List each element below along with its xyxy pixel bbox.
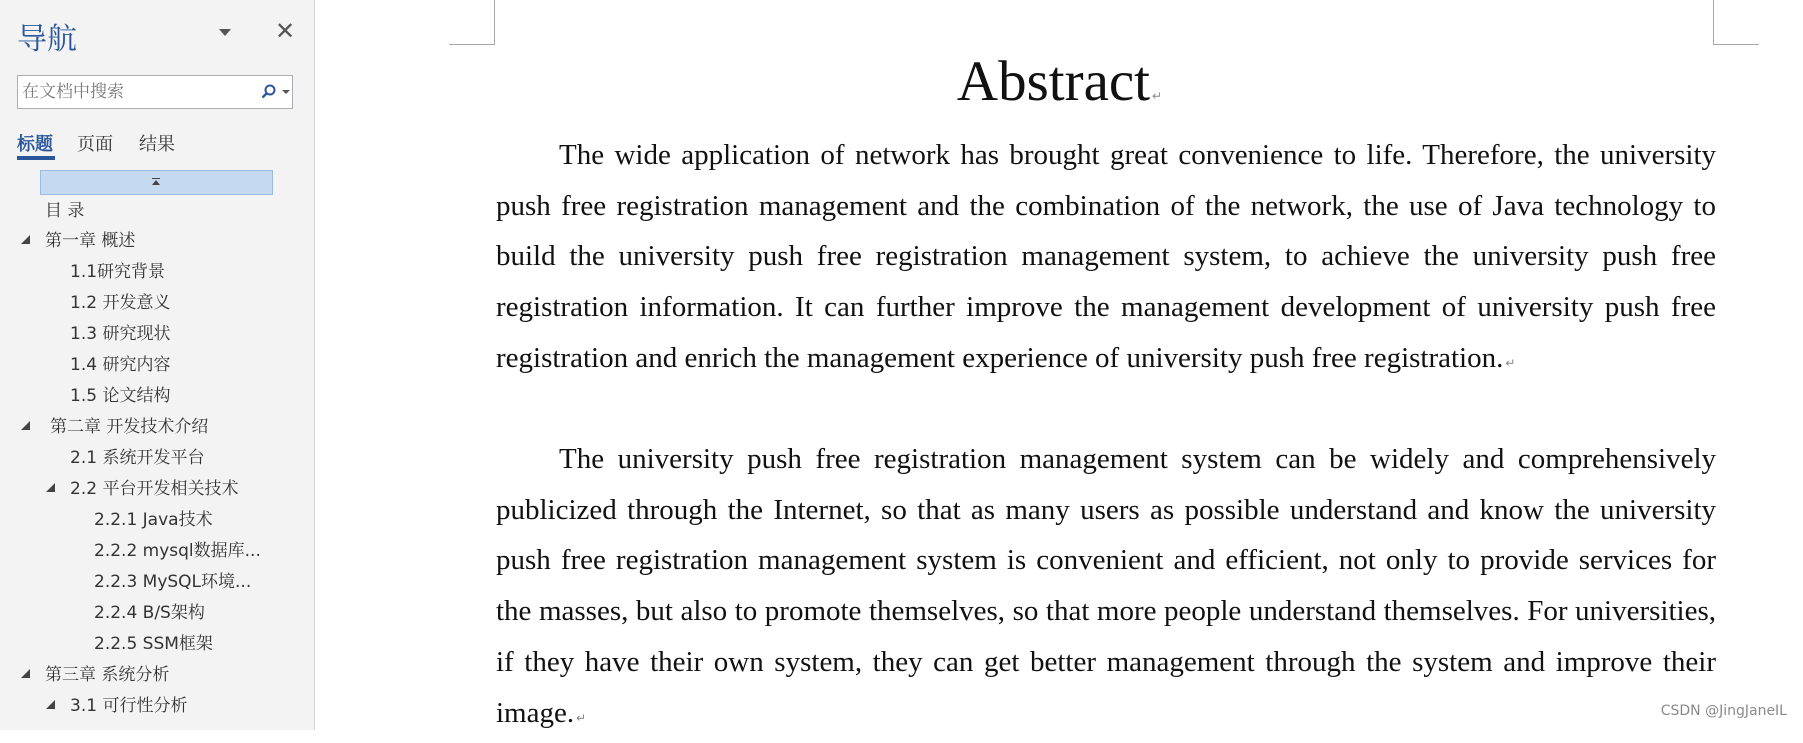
toc-item-label: 1.2 开发意义 [70, 293, 171, 313]
toc-item-label: 第三章 系统分析 [45, 665, 170, 685]
navigation-pane [0, 0, 315, 730]
scroll-to-top-button[interactable] [40, 170, 273, 195]
toc-item-chapter-3[interactable] [45, 660, 169, 690]
toc-item-1-1[interactable] [70, 257, 165, 287]
document-page[interactable] [316, 0, 1803, 730]
toc-item-label: 1.4 研究内容 [70, 355, 171, 375]
toc-item-1-5[interactable] [70, 381, 170, 411]
watermark: CSDN @JingJaneIL [1660, 703, 1787, 719]
close-icon[interactable]: ✕ [274, 17, 296, 45]
toc-item-2-1[interactable] [70, 443, 204, 473]
pane-options-dropdown-icon[interactable] [214, 22, 236, 44]
tab-results[interactable]: 结果 [139, 134, 175, 155]
abstract-heading: Abstract ↵ [316, 48, 1803, 130]
toc-item-contents[interactable] [45, 196, 84, 226]
toc-item-2-2[interactable] [70, 474, 238, 504]
toc-item-label: 2.2.4 B/S架构 [94, 603, 205, 623]
toc-item-label: 第二章 开发技术介绍 [50, 417, 209, 437]
collapse-triangle-icon[interactable] [46, 700, 55, 709]
toc-item-label: 2.2.1 Java技术 [94, 510, 213, 530]
search-options-chevron-down-icon[interactable] [280, 81, 292, 103]
toc-item-label: 目 录 [45, 201, 85, 221]
toc-item-label: 1.3 研究现状 [70, 324, 171, 344]
toc-item-chapter-1[interactable] [45, 226, 135, 256]
collapse-triangle-icon[interactable] [21, 421, 30, 430]
toc-item-1-3[interactable] [70, 319, 170, 349]
toc-item-label: 2.2.3 MySQL环境... [94, 572, 252, 592]
toc-item-label: 1.5 论文结构 [70, 386, 171, 406]
toc-item-label: 3.1 可行性分析 [70, 696, 188, 716]
margin-corner-mark-right [1713, 0, 1759, 45]
tab-pages[interactable]: 页面 [77, 134, 113, 155]
toc-item-label: 第一章 概述 [45, 231, 136, 251]
toc-item-2-2-3[interactable] [94, 567, 251, 597]
toc-item-2-2-4[interactable] [94, 598, 205, 628]
toc-item-2-2-5[interactable] [94, 629, 213, 659]
toc-item-label: 2.1 系统开发平台 [70, 448, 205, 468]
tab-headings[interactable]: 标题 [17, 134, 53, 155]
collapse-triangle-icon[interactable] [46, 483, 55, 492]
search-icon[interactable] [258, 81, 280, 103]
search-box [17, 75, 293, 109]
toc-item-label: 1.1研究背景 [70, 262, 166, 282]
collapse-triangle-icon[interactable] [21, 235, 30, 244]
toc-item-2-2-1[interactable] [94, 505, 213, 535]
toc-item-1-4[interactable] [70, 350, 170, 380]
abstract-paragraph-2: The university push free registration management system can be widely and comprehensively publicized through the Internet, so that as many users as possible understand and know the university push free registration management system is convenient and efficient, not only to provide services for the masses, but also to promote themselves, so that more people understand themselves. For universities, if they have their own system, they can get better management through the system and improve their image. ↵ [496, 434, 1716, 743]
collapse-triangle-icon[interactable] [21, 669, 30, 678]
nav-title: 导航 [17, 22, 77, 57]
toc-item-3-1[interactable] [70, 691, 187, 721]
active-tab-indicator [17, 156, 55, 160]
toc-item-2-2-2[interactable] [94, 536, 261, 566]
margin-corner-mark-left [449, 0, 495, 45]
toc-item-chapter-2[interactable] [50, 412, 208, 442]
toc-item-label: 2.2 平台开发相关技术 [70, 479, 239, 499]
toc-item-1-2[interactable] [70, 288, 170, 318]
toc-item-label: 2.2.5 SSM框架 [94, 634, 213, 654]
abstract-paragraph-1: The wide application of network has brought great convenience to life. Therefore, the university push free registration management and the combination of the network, the use of Java technology to build the university push free registration management system, to achieve the university push free registration information. It can further improve the management development of university push free registration and enrich the management experience of university push free registration. ↵ [496, 130, 1716, 389]
toc-item-label: 2.2.2 mysql数据库... [94, 541, 261, 561]
search-input[interactable] [18, 76, 252, 108]
